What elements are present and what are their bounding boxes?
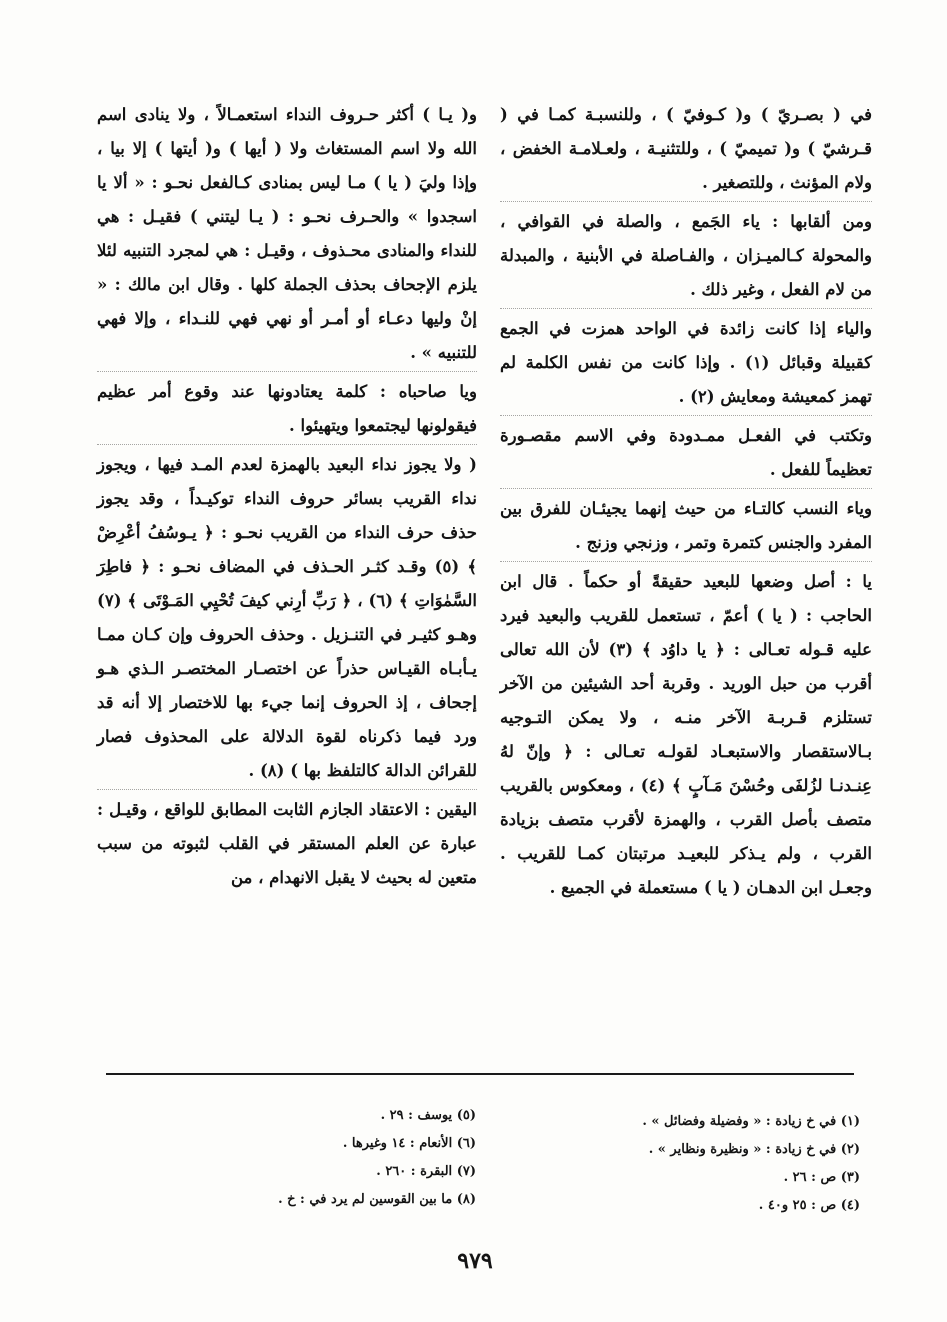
- page-number: ٩٧٩: [457, 1248, 493, 1274]
- paragraph: ومن ألقابها : ياء الجَمع ، والصلة في القوافي ، والمحولة كـالميـزان ، والفـاصلة في الأبنية ، والمبدلة من لام الفعل ، وغير ذلك .: [500, 205, 872, 309]
- paragraph: اليقين : الاعتقاد الجازم الثابت المطابق للواقع ، وقيـل : عبارة عن العلم المستقر في القلب لثبوته من سبب متعين له بحيث لا يقبل الانهدام ، من: [97, 800, 477, 887]
- left-text-column: [97, 98, 477, 899]
- footnote: (١) في خ زيادة : « وفضيلة وفضائل » .: [642, 1114, 860, 1129]
- paragraph: ( ولا يجوز نداء البعيد بالهمزة لعدم المـد فيها ، ويجوز نداء القريب بسائر حروف النداء توكيـداً ، وقد يجوز حذف حرف النداء من القريب نحـو : ﴿ يـوسُفُ أعْرِضْ ﴾ (٥) وقـد كثـر الحـذف في المضاف نحـو : ﴿ فاطِرَ السَّمٰوَاتِ ﴾ (٦) ، ﴿ رَبِّ أرِني كيفَ تُحْيِي المَـوْتَى ﴾ (٧) وهـو كثيـر في التنـزيل . وحذف الحروف وإن كـان ممـا يـأبـاه القيـاس حذراً عن اختصـار المختصـر الـذي هـو إجحاف ، إذ الحروف إنما جيء بها للاختصار إلا أنه قد ورد فيما ذكرناه لقوة الدلالة على المحذوف فصار للقرائن الدالة كالتلفظ بها ) (٨) .: [97, 448, 477, 790]
- footnote-divider: [106, 1073, 854, 1075]
- paragraph: وتكتب في الفعـل ممـدودة وفي الاسم مقصـورة تعظيماً للفعل .: [500, 419, 872, 489]
- right-text-column: [500, 98, 872, 909]
- footnote: (٤) ص : ٢٥ و٤٠ .: [758, 1198, 860, 1213]
- paragraph: يا : أصل وضعها للبعيد حقيقةً أو حكماً . قال ابن الحاجب : ( يا ) أعمّ ، تستعمل للقريب والبعيد فيرد عليه قـوله تعـالى : ﴿ يا داوُد ﴾ (٣) لأن الله تعالى أقرب من حبل الوريد . وقربة أحد الشيئين من الآخر تستلزم قـربـة الآخر منـه ، ولا يمكن التـوجيه بـالاستقصار والاستبعـاد لقولـه تعـالى : ﴿ وإنّ لهُ عِنـدنـا لزُلفَى وحُسْنَ مَـآبٍ ﴾ (٤) ، ومعكوس بالقريب متصف بأصل القرب ، والهمزة لأقرب متصف بزيادة القرب ، ولم يـذكر للبعيـد مرتبتان كمـا للقريب . وجعـل ابن الدهـان ( يا ) مستعملة في الجميع .: [500, 572, 872, 897]
- footnote: (٢) في خ زيادة : « ونظيرة ونظاير » .: [648, 1142, 860, 1157]
- paragraph: و( يـا ) أكثر حـروف النداء استعمـالاً ، ولا ينادى اسم الله ولا اسم المستغاث ولا ( أيها ) و( أيتها ) إلا بيا ، وإذا وليَ ( يا ) مـا ليس بمنادى كـالفعل نحـو : « ألا يا اسجدوا » والحـرف نحـو : ( يـا ليتني ) فقيـل : هي للنداء والمنادى محـذوف ، وقيـل : هي لمجرد التنبيه لئلا يلزم الإجحاف بحذف الجملة كلها . وقال ابن مالك : « إنْ وليها دعـاء أو أمـر أو نهي فهي للنـداء ، وإلا فهي للتنبيه » .: [97, 98, 477, 372]
- footnote: (٨) ما بين القوسين لم يرد في : خ .: [278, 1192, 476, 1207]
- footnote: (٥) يوسف : ٢٩ .: [380, 1108, 476, 1123]
- footnotes-left: [186, 1102, 476, 1214]
- paragraph: والياء إذا كانت زائدة في الواحد همزت في الجمع كقبيلة وقبائل (١) . وإذا كانت من نفس الكلمة لم تهمز كمعيشة ومعايش (٢) .: [500, 312, 872, 416]
- paragraph: في ( بصـريّ ) و( كـوفيّ ) ، وللنسبـة كمـا في ( قـرشيّ ) و( تميميّ ) ، وللتثنيـة ، ولعـلامـة الخفض ، ولام المؤنث ، وللتصغير .: [500, 98, 872, 202]
- footnote: (٦) الأنعام : ١٤ وغيرها .: [342, 1136, 476, 1151]
- footnotes-right: [560, 1108, 860, 1220]
- paragraph: ويا صاحباه : كلمة يعتادونها عند وقوع أمر عظيم فيقولونها ليجتمعوا ويتهيئوا .: [97, 375, 477, 445]
- footnote: (٣) ص : ٢٦ .: [783, 1170, 860, 1185]
- footnote: (٧) البقرة : ٢٦٠ .: [376, 1164, 476, 1179]
- paragraph: وياء النسب كالتـاء من حيث إنهما يجيئـان للفرق بين المفرد والجنس كتمرة وتمر ، وزنجي وزنج .: [500, 492, 872, 562]
